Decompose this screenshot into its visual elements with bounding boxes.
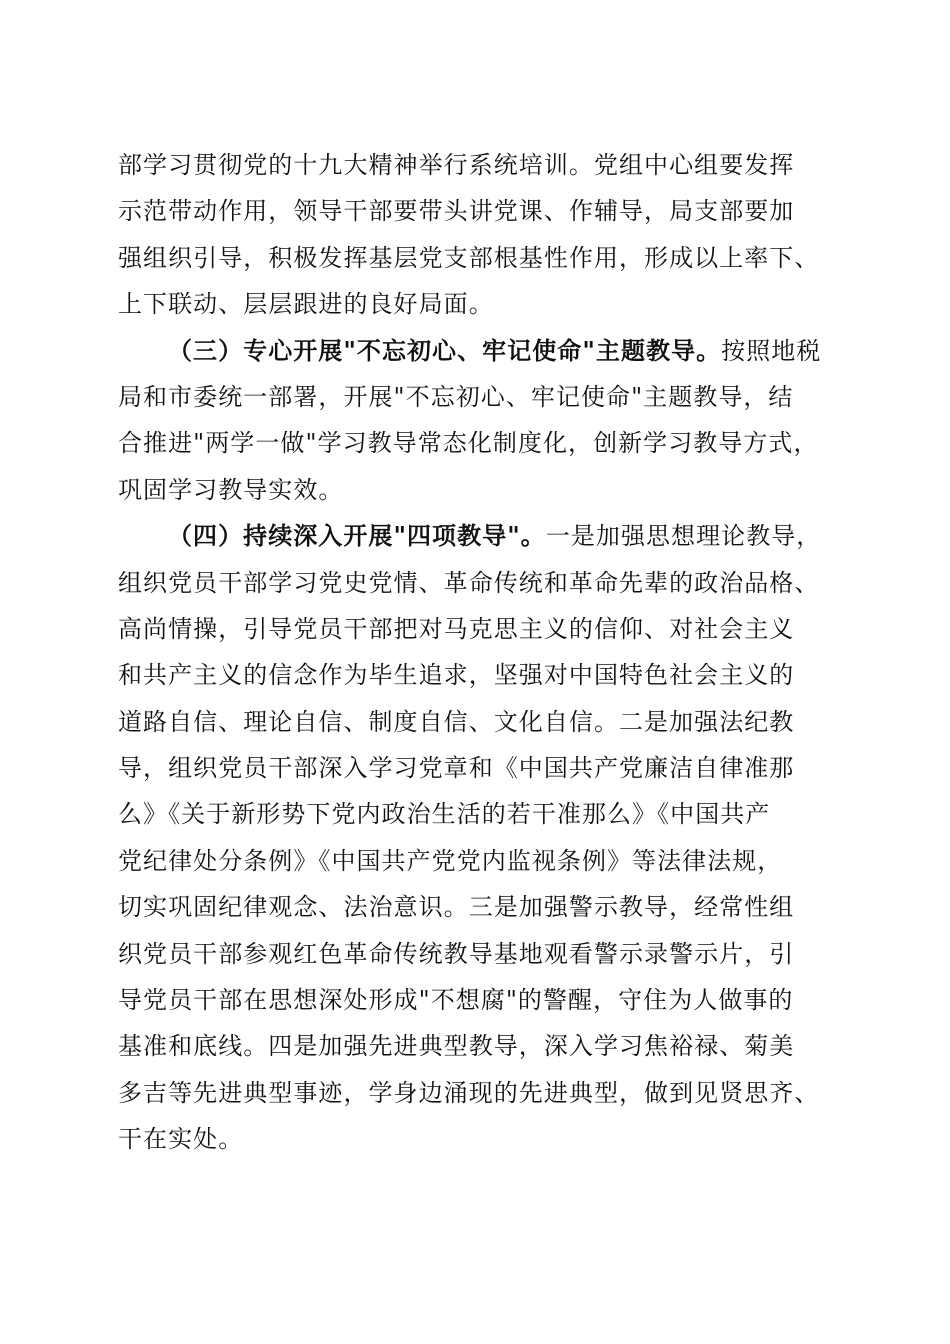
text-line	[118, 467, 840, 513]
text-line	[118, 606, 840, 652]
body-text: 和共产主义的信念作为毕生追求，坚强对中国特色社会主义的	[118, 661, 795, 690]
text-line	[118, 931, 840, 977]
body-text: 部学习贯彻党的十九大精神举行系统培训。党组中心组要发挥	[118, 151, 795, 179]
section-heading: （三）专心开展"不忘初心、牢记使命"主题教导。	[168, 335, 722, 365]
text-line	[118, 328, 840, 374]
body-text: 强组织引导，积极发挥基层党支部根基性作用，形成以上率下、	[118, 243, 820, 272]
body-text: 按照地税	[721, 336, 822, 365]
text-line	[118, 791, 840, 837]
body-text: 合推进"两学一做"学习教导常态化制度化，创新学习教导方式，	[118, 429, 819, 458]
text-line	[118, 420, 840, 466]
text-line	[118, 513, 840, 559]
text-line	[118, 884, 840, 930]
text-line	[118, 652, 840, 698]
body-text: 一是加强思想理论教导，	[545, 522, 822, 551]
body-text: 么》《关于新形势下党内政治生活的若干准那么》《中国共产	[118, 800, 771, 829]
body-text: 巩固学习教导实效。	[118, 475, 344, 504]
body-text: 党纪律处分条例》《中国共产党党内监视条例》等法律法规，	[118, 846, 783, 875]
text-line	[118, 560, 840, 606]
text-line	[118, 1070, 840, 1116]
body-text: 示范带动作用，领导干部要带头讲党课、作辅导，局支部要加	[118, 197, 795, 226]
document-body	[118, 142, 840, 1163]
body-text: 基准和底线。四是加强先进典型教导，深入学习焦裕禄、菊美	[118, 1032, 795, 1061]
body-text: 导，组织党员干部深入学习党章和《中国共产党廉洁自律准那	[118, 754, 795, 783]
text-line	[118, 838, 840, 884]
body-text: 干在实处。	[118, 1125, 244, 1154]
text-line	[118, 142, 840, 188]
text-line	[118, 281, 840, 327]
body-text: 上下联动、层层跟进的良好局面。	[118, 290, 494, 319]
body-text: 高尚情操，引导党员干部把对马克思主义的信仰、对社会主义	[118, 614, 795, 643]
text-line	[118, 188, 840, 234]
body-text: 织党员干部参观红色革命传统教导基地观看警示录警示片，引	[118, 939, 795, 968]
body-text: 道路自信、理论自信、制度自信、文化自信。二是加强法纪教	[118, 707, 795, 736]
text-line	[118, 235, 840, 281]
text-line	[118, 745, 840, 791]
body-text: 多吉等先进典型事迹，学身边涌现的先进典型，做到见贤思齐、	[118, 1078, 820, 1107]
text-line	[118, 374, 840, 420]
body-text: 局和市委统一部署，开展"不忘初心、牢记使命"主题教导，结	[118, 382, 794, 411]
section-heading: （四）持续深入开展"四项教导"。	[168, 521, 546, 551]
text-line	[118, 1023, 840, 1069]
text-line	[118, 977, 840, 1023]
body-text: 切实巩固纪律观念、法治意识。三是加强警示教导，经常性组	[118, 893, 795, 922]
body-text: 组织党员干部学习党史党情、革命传统和革命先辈的政治品格、	[118, 568, 820, 597]
text-line	[118, 699, 840, 745]
body-text: 导党员干部在思想深处形成"不想腐"的警醒，守住为人做事的	[118, 986, 794, 1015]
text-line	[118, 1116, 840, 1162]
